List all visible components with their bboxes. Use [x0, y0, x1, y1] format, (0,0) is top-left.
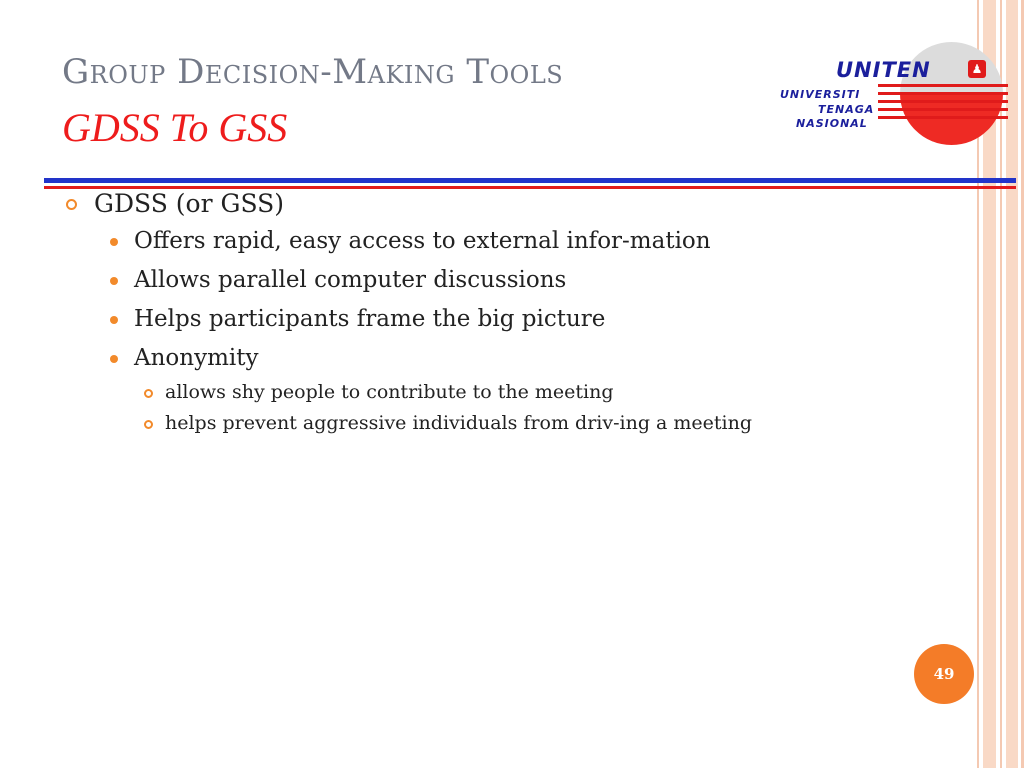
bullet-level-3: [64, 379, 884, 405]
dot-bullet-icon: [110, 355, 118, 363]
bullet-text: helps prevent aggressive individuals from driv-ing a meeting: [165, 412, 753, 434]
logo-line-2: TENAGA: [818, 103, 875, 116]
logo-brand: UNITEN: [836, 58, 931, 82]
logo-line-3: NASIONAL: [796, 117, 868, 130]
slide-subtitle: GDSS To GSS: [62, 105, 288, 150]
bullet-level-1: [64, 188, 884, 220]
bullet-text: Allows parallel computer discussions: [134, 267, 567, 293]
bullet-text: Offers rapid, easy access to external infor-mation: [134, 228, 711, 254]
uniten-logo: [778, 40, 1008, 150]
slide-body: [64, 188, 884, 436]
page-number-badge: 49: [914, 644, 974, 704]
bullet-text: GDSS (or GSS): [94, 189, 285, 218]
bullet-text: Anonymity: [134, 345, 259, 371]
bullet-level-3: [64, 410, 884, 436]
circle-bullet-icon: [144, 389, 153, 398]
circle-bullet-icon: [144, 420, 153, 429]
bullet-text: allows shy people to contribute to the meeting: [165, 381, 614, 403]
dot-bullet-icon: [110, 277, 118, 285]
logo-mark-icon: ♟: [968, 60, 986, 78]
title-rule-blue: [44, 178, 1016, 183]
dot-bullet-icon: [110, 238, 118, 246]
bullet-level-2: [64, 343, 884, 373]
bullet-level-2: [64, 304, 884, 334]
bullet-text: Helps participants frame the big picture: [134, 306, 606, 332]
slide-title: Group Decision-Making Tools: [62, 52, 564, 92]
circle-bullet-icon: [66, 199, 77, 210]
logo-stripes: [878, 84, 1008, 124]
bullet-level-2: [64, 226, 884, 256]
dot-bullet-icon: [110, 316, 118, 324]
bullet-level-2: [64, 265, 884, 295]
logo-line-1: UNIVERSITI: [780, 88, 861, 101]
